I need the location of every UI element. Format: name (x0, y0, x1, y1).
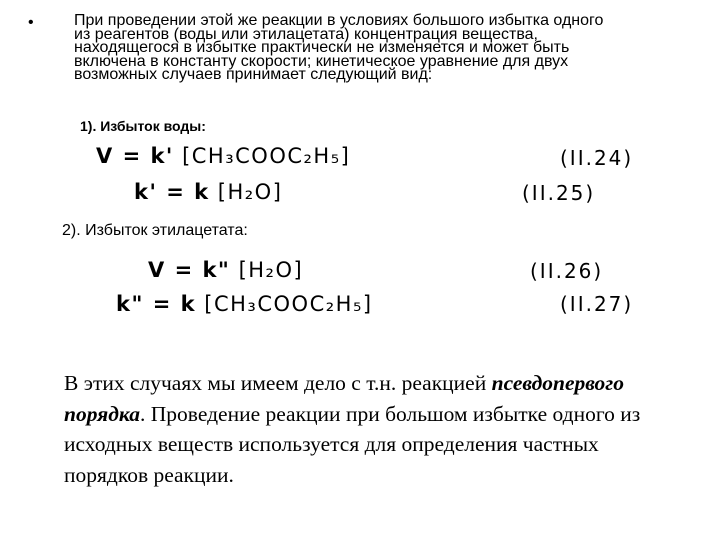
equation-number-II-26: (II.26) (530, 259, 604, 283)
equation-II-27-lhs: k" = k (116, 292, 197, 316)
conclusion-paragraph (64, 368, 684, 490)
equation-number-II-27: (II.27) (560, 292, 634, 316)
equation-number-II-25: (II.25) (522, 181, 596, 205)
equation-II-24-rhs: [CH₃COOC₂H₅] (182, 144, 351, 168)
equation-II-24 (96, 144, 350, 168)
conclusion-text-end: . Проведение реакции при большом избытке одного из исходных веществ используется для определения частных порядков реакции. (64, 401, 641, 487)
equation-II-27-rhs: [CH₃COOC₂H₅] (204, 292, 373, 316)
case1-heading: 1). Избыток воды: (80, 118, 206, 134)
equation-II-25 (134, 180, 282, 204)
equation-II-25-rhs: [H₂O] (217, 180, 283, 204)
equation-II-25-lhs: k' = k (134, 180, 210, 204)
case2-heading: 2). Избыток этилацетата: (62, 222, 248, 239)
conclusion-text-start: В этих случаях мы имеем дело с т.н. реакцией (64, 371, 492, 395)
equation-II-26-lhs: V = k" (148, 258, 231, 282)
equation-II-26 (148, 258, 303, 282)
equation-II-24-lhs: V = k' (96, 144, 174, 168)
equation-II-26-rhs: [H₂O] (238, 258, 304, 282)
equation-number-II-24: (II.24) (560, 146, 634, 170)
equation-II-27 (116, 292, 373, 316)
bullet-marker: • (28, 14, 34, 31)
intro-paragraph: При проведении этой же реакции в условиях большого избытка одного из реагентов (воды или этилацетата) концентрация вещества, находящегося в избытке практически не изменяется и может быть включена в константу скорости; кинетическое уравнение для двух возможных случаев принимает следующий вид: (74, 12, 604, 84)
conclusion-emphasis: псевдопервого порядка (64, 371, 624, 426)
